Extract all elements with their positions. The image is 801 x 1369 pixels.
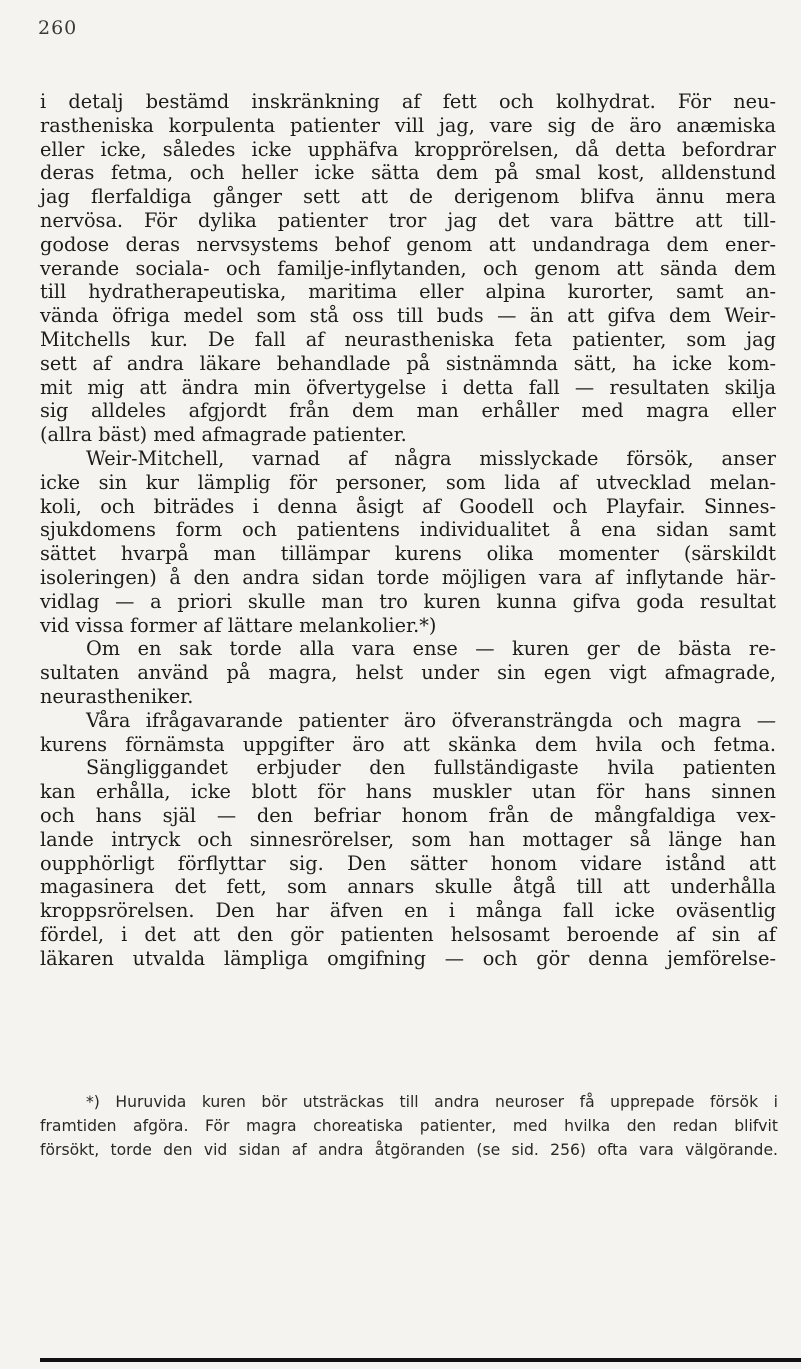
text-line: Weir-Mitchell, varnad af några misslyckade försök, anser	[86, 446, 776, 470]
text-line: sig alldeles afgjordt från dem man erhåller med magra eller	[40, 399, 776, 423]
footnote	[40, 1090, 778, 1162]
text-line: kan erhålla, icke blott för hans muskler utan för hans sinnen	[40, 780, 776, 804]
footnote-line: *) Huruvida kuren bör utsträckas till andra neuroser få upprepade försök i	[86, 1093, 778, 1111]
text-line: till hydratherapeutiska, maritima eller alpina kurorter, samt an-	[40, 280, 776, 304]
text-line: sjukdomens form och patientens individualitet å ena sidan samt	[40, 518, 776, 542]
text-line: Sängliggandet erbjuder den fullständigaste hvila patienten	[86, 756, 776, 780]
text-line: rastheniska korpulenta patienter vill jag, vare sig de äro anæmiska	[40, 113, 776, 137]
text-line: sultaten använd på magra, helst under sin egen vigt afmagrade,	[40, 661, 776, 685]
text-line: koli, och biträdes i denna åsigt af Goodell och Playfair. Sinnes-	[40, 494, 776, 518]
footnote-line: framtiden afgöra. För magra choreatiska patienter, med hvilka den redan blifvit	[40, 1117, 778, 1135]
text-line: nervösa. För dylika patienter tror jag det vara bättre att till-	[40, 208, 776, 232]
text-line: oupphörligt förflyttar sig. Den sätter honom vidare istånd att	[40, 851, 776, 875]
text-line: Om en sak torde alla vara ense — kuren ger de bästa re-	[86, 637, 776, 661]
page-number: 260	[38, 17, 78, 39]
text-line: deras fetma, och heller icke sätta dem på smal kost, alldenstund	[40, 161, 776, 185]
text-line: neurastheniker.	[40, 684, 194, 708]
text-line: jag flerfaldiga gånger sett att de derigenom blifva ännu mera	[40, 185, 776, 209]
text-line: vid vissa former af lättare melankolier.*)	[40, 613, 437, 637]
text-line: kroppsrörelsen. Den har äfven en i många fall icke oväsentlig	[40, 899, 776, 923]
footnote-line: försökt, torde den vid sidan af andra åtgöranden (se sid. 256) ofta vara välgörande.	[40, 1141, 778, 1159]
text-line: Mitchells kur. De fall af neurastheniska feta patienter, som jag	[40, 327, 776, 351]
text-line: vidlag — a priori skulle man tro kuren kunna gifva goda resultat	[40, 589, 776, 613]
text-line: verande sociala- och familje-inflytanden, och genom att sända dem	[40, 256, 776, 280]
text-line: isoleringen) å den andra sidan torde möjligen vara af inflytande här-	[40, 565, 776, 589]
text-line: Våra ifrågavarande patienter äro öfveransträngda och magra —	[86, 708, 776, 732]
text-line: sett af andra läkare behandlade på sistnämnda sätt, ha icke kom-	[40, 351, 776, 375]
text-line: mit mig att ändra min öfvertygelse i detta fall — resultaten skilja	[40, 375, 776, 399]
text-line: i detalj bestämd inskränkning af fett och kolhydrat. För neu-	[40, 90, 776, 113]
text-line: eller icke, således icke upphäfva kropprörelsen, då detta befordrar	[40, 137, 776, 161]
text-line: icke sin kur lämplig för personer, som lida af utvecklad melan-	[40, 470, 776, 494]
bottom-rule	[40, 1358, 801, 1362]
text-line: och hans själ — den befriar honom från de mångfaldiga vex-	[40, 803, 776, 827]
text-line: magasinera det fett, som annars skulle åtgå till att underhålla	[40, 875, 776, 899]
text-line: läkaren utvalda lämpliga omgifning — och gör denna jemförelse-	[40, 946, 776, 970]
text-line: godose deras nervsystems behof genom att undandraga dem ener-	[40, 232, 776, 256]
text-line: vända öfriga medel som stå oss till buds — än att gifva dem Weir-	[40, 304, 776, 328]
text-line: kurens förnämsta uppgifter äro att skänka dem hvila och fetma.	[40, 732, 776, 756]
text-line: fördel, i det att den gör patienten helsosamt beroende af sin af	[40, 922, 776, 946]
text-line: lande intryck och sinnesrörelser, som han mottager så länge han	[40, 827, 776, 851]
body-text	[40, 90, 776, 970]
text-line: sättet hvarpå man tillämpar kurens olika momenter (särskildt	[40, 542, 776, 566]
text-line: (allra bäst) med afmagrade patienter.	[40, 423, 407, 447]
